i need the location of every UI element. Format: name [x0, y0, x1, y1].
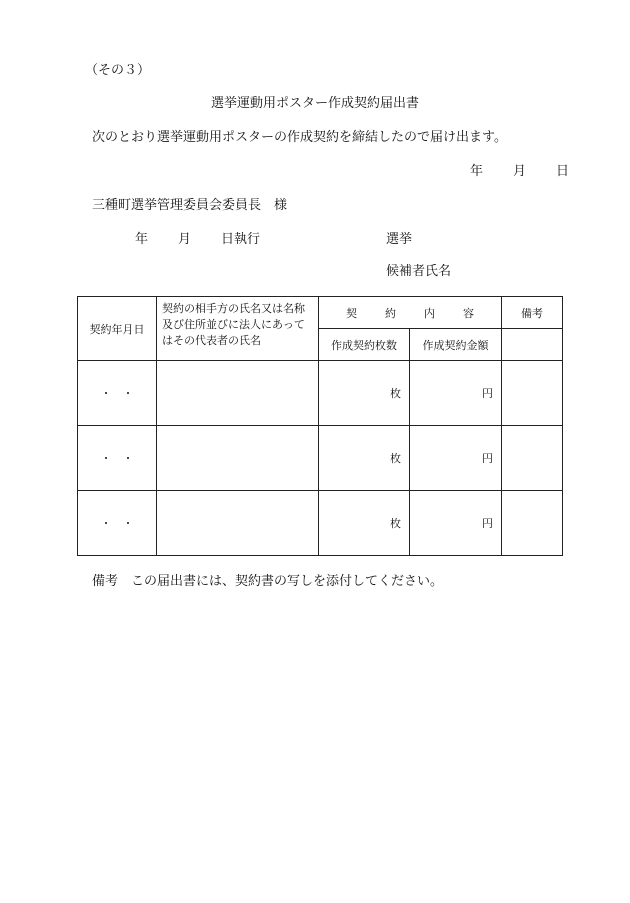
date-month: 月	[513, 164, 527, 179]
contract-table	[77, 296, 563, 556]
row-date[interactable]: ・ ・	[78, 426, 157, 491]
addressee: 三種町選挙管理委員会委員長 様	[92, 198, 288, 213]
date-line	[470, 165, 569, 178]
row-remarks[interactable]	[502, 426, 563, 491]
row-count[interactable]: 枚	[319, 426, 410, 491]
intro-text: 次のとおり選挙運動用ポスターの作成契約を締結したので届け出ます。	[92, 130, 507, 145]
row-date[interactable]: ・ ・	[78, 361, 157, 426]
header-contract-date: 契約年月日	[78, 297, 157, 361]
execution-date-line	[135, 233, 260, 246]
table-row	[78, 426, 563, 491]
header-amount: 作成契約金額	[410, 329, 502, 361]
candidate-name-label: 候補者氏名	[386, 264, 452, 279]
row-amount[interactable]: 円	[410, 361, 502, 426]
row-remarks[interactable]	[502, 491, 563, 556]
row-amount[interactable]: 円	[410, 491, 502, 556]
date-year: 年	[470, 164, 484, 179]
header-count: 作成契約枚数	[319, 329, 410, 361]
header-contract-party: 契約の相手方の氏名又は名称及び住所並びに法人にあってはその代表者の氏名	[157, 297, 319, 361]
date-day: 日	[556, 164, 570, 179]
header-remarks: 備考	[502, 297, 563, 329]
contract-char-2: 約	[385, 306, 396, 320]
row-party[interactable]	[157, 361, 319, 426]
exec-year: 年	[135, 232, 149, 247]
footer-remarks: 備考 この届出書には、契約書の写しを添付してください。	[92, 574, 444, 589]
row-party[interactable]	[157, 426, 319, 491]
table-header-row	[78, 297, 563, 329]
contract-char-4: 容	[463, 306, 474, 320]
document-title: 選挙運動用ポスター作成契約届出書	[210, 96, 419, 111]
form-number: （その３）	[85, 63, 151, 78]
row-count[interactable]: 枚	[319, 491, 410, 556]
exec-day: 日執行	[221, 232, 261, 247]
election-label: 選挙	[386, 232, 413, 247]
header-contract-content	[319, 297, 502, 329]
row-count[interactable]: 枚	[319, 361, 410, 426]
contract-char-3: 内	[424, 306, 435, 320]
row-date[interactable]: ・ ・	[78, 491, 157, 556]
row-party[interactable]	[157, 491, 319, 556]
contract-char-1: 契	[346, 306, 357, 320]
table-row	[78, 361, 563, 426]
row-remarks[interactable]	[502, 361, 563, 426]
row-amount[interactable]: 円	[410, 426, 502, 491]
table-row	[78, 491, 563, 556]
remarks-subheader-cell	[502, 329, 563, 361]
exec-month: 月	[178, 232, 192, 247]
